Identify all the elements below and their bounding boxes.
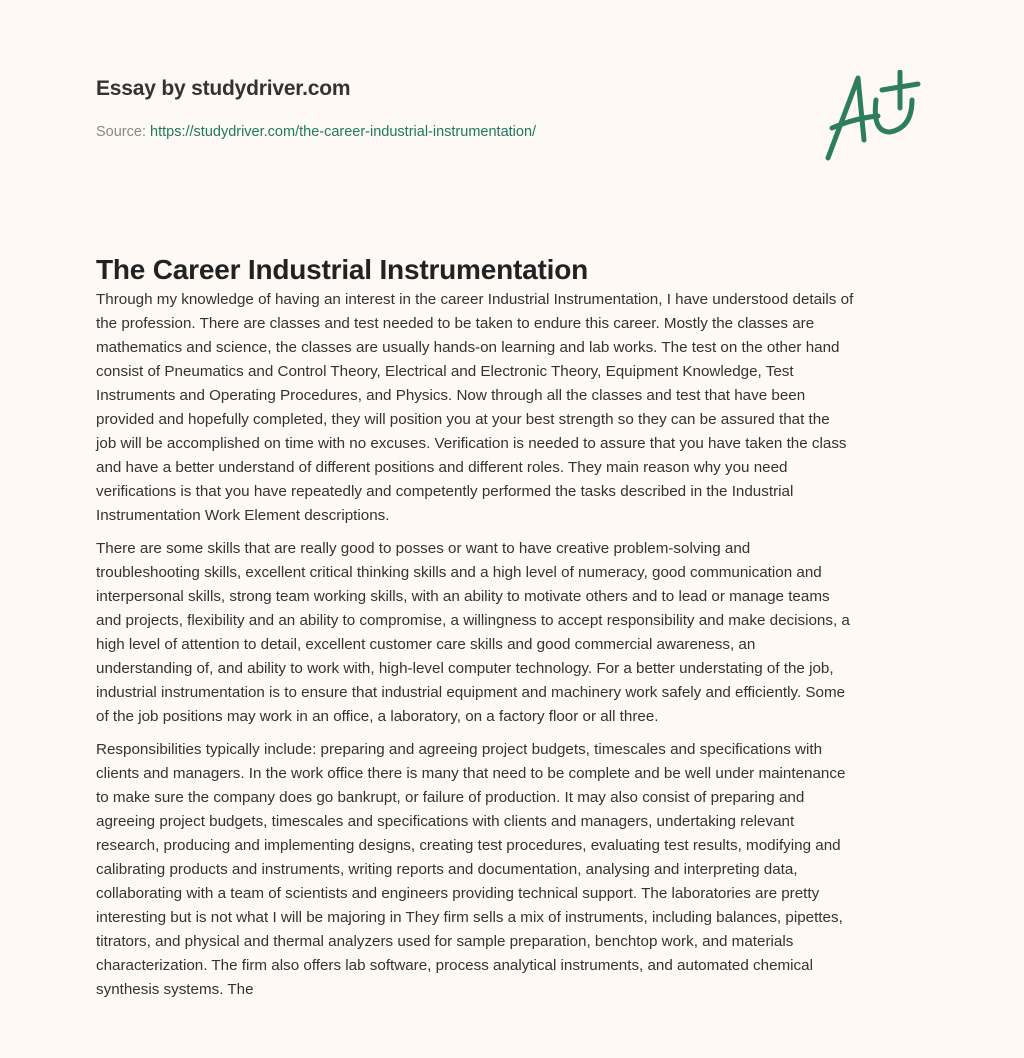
paragraph-line: Instrumentation Work Element descriptions. (96, 507, 390, 524)
paragraph-line: characterization. The firm also offers lab software, process analytical instruments, and automated chemical (96, 957, 813, 974)
paragraph-line: the profession. There are classes and test needed to be taken to endure this career. Mostly the classes are (96, 315, 815, 332)
essay-paragraph (96, 537, 946, 729)
paragraph-line: troubleshooting skills, excellent critical thinking skills and a high level of numeracy, good communication and (96, 564, 822, 581)
paragraph-line: interpersonal skills, strong team working skills, with an ability to motivate others and to lead or manage teams (96, 588, 830, 605)
paragraph-line: understanding of, and ability to work with, high-level computer technology. For a better understating of the job, (96, 660, 834, 677)
paragraph-line: calibrating products and instruments, writing reports and documentation, analysing and interpreting data, (96, 861, 798, 878)
paragraph-line: Through my knowledge of having an interest in the career Industrial Instrumentation, I have understood details of (96, 291, 854, 308)
essay-paragraph (96, 288, 946, 528)
paragraph-line: There are some skills that are really good to posses or want to have creative problem-solving and (96, 540, 751, 557)
page-title: The Career Industrial Instrumentation (96, 254, 589, 285)
paragraph-line: clients and managers. In the work office there is many that need to be complete and be well under maintenance (96, 765, 846, 782)
paragraph-line: consist of Pneumatics and Control Theory, Electrical and Electronic Theory, Equipment Knowledge, Test (96, 363, 794, 380)
paragraph-line: mathematics and science, the classes are usually hands-on learning and lab works. The test on the other hand (96, 339, 840, 356)
site-brand: Essay by studydriver.com (96, 77, 351, 100)
source-label: Source: (96, 124, 146, 140)
paragraph-line: of the job positions may work in an office, a laboratory, on a factory floor or all three. (96, 708, 659, 725)
source-line (96, 124, 536, 140)
paragraph-line: and projects, flexibility and an ability to compromise, a willingness to accept responsibility and make decisions, a (96, 612, 850, 629)
paragraph-line: high level of attention to detail, excellent customer care skills and good commercial awareness, an (96, 636, 756, 653)
essay-body (96, 288, 946, 1011)
a-plus-logo-icon (820, 70, 930, 165)
paragraph-line: collaborating with a team of scientists and engineers providing technical support. The laboratories are pretty (96, 885, 820, 902)
paragraph-line: interesting but is not what I will be majoring in They firm sells a mix of instruments, including balances, pipettes, (96, 909, 843, 926)
source-link[interactable]: https://studydriver.com/the-career-industrial-instrumentation/ (150, 124, 537, 140)
paragraph-line: agreeing project budgets, timescales and specifications with clients and managers, undertaking relevant (96, 813, 795, 830)
paragraph-line: provided and hopefully completed, they will position you at your best strength so they can be assured that the (96, 411, 830, 428)
paragraph-line: synthesis systems. The (96, 981, 254, 998)
paragraph-line: research, producing and implementing designs, creating test procedures, evaluating test results, modifying and (96, 837, 841, 854)
paragraph-line: job will be accomplished on time with no excuses. Verification is needed to assure that you have taken the class (96, 435, 847, 452)
paragraph-line: verifications is that you have repeatedly and competently performed the tasks described in the Industrial (96, 483, 794, 500)
essay-paragraph (96, 738, 946, 1002)
paragraph-line: Instruments and Operating Procedures, and Physics. Now through all the classes and test that have been (96, 387, 806, 404)
paragraph-line: titrators, and physical and thermal analyzers used for sample preparation, benchtop work, and materials (96, 933, 794, 950)
paragraph-line: and have a better understand of different positions and different roles. They main reason why you need (96, 459, 788, 476)
paragraph-line: to make sure the company does go bankrupt, or failure of production. It may also consist of preparing and (96, 789, 805, 806)
paragraph-line: Responsibilities typically include: preparing and agreeing project budgets, timescales and specifications with (96, 741, 823, 758)
paragraph-line: industrial instrumentation is to ensure that industrial equipment and machinery work safely and efficiently. Some (96, 684, 846, 701)
